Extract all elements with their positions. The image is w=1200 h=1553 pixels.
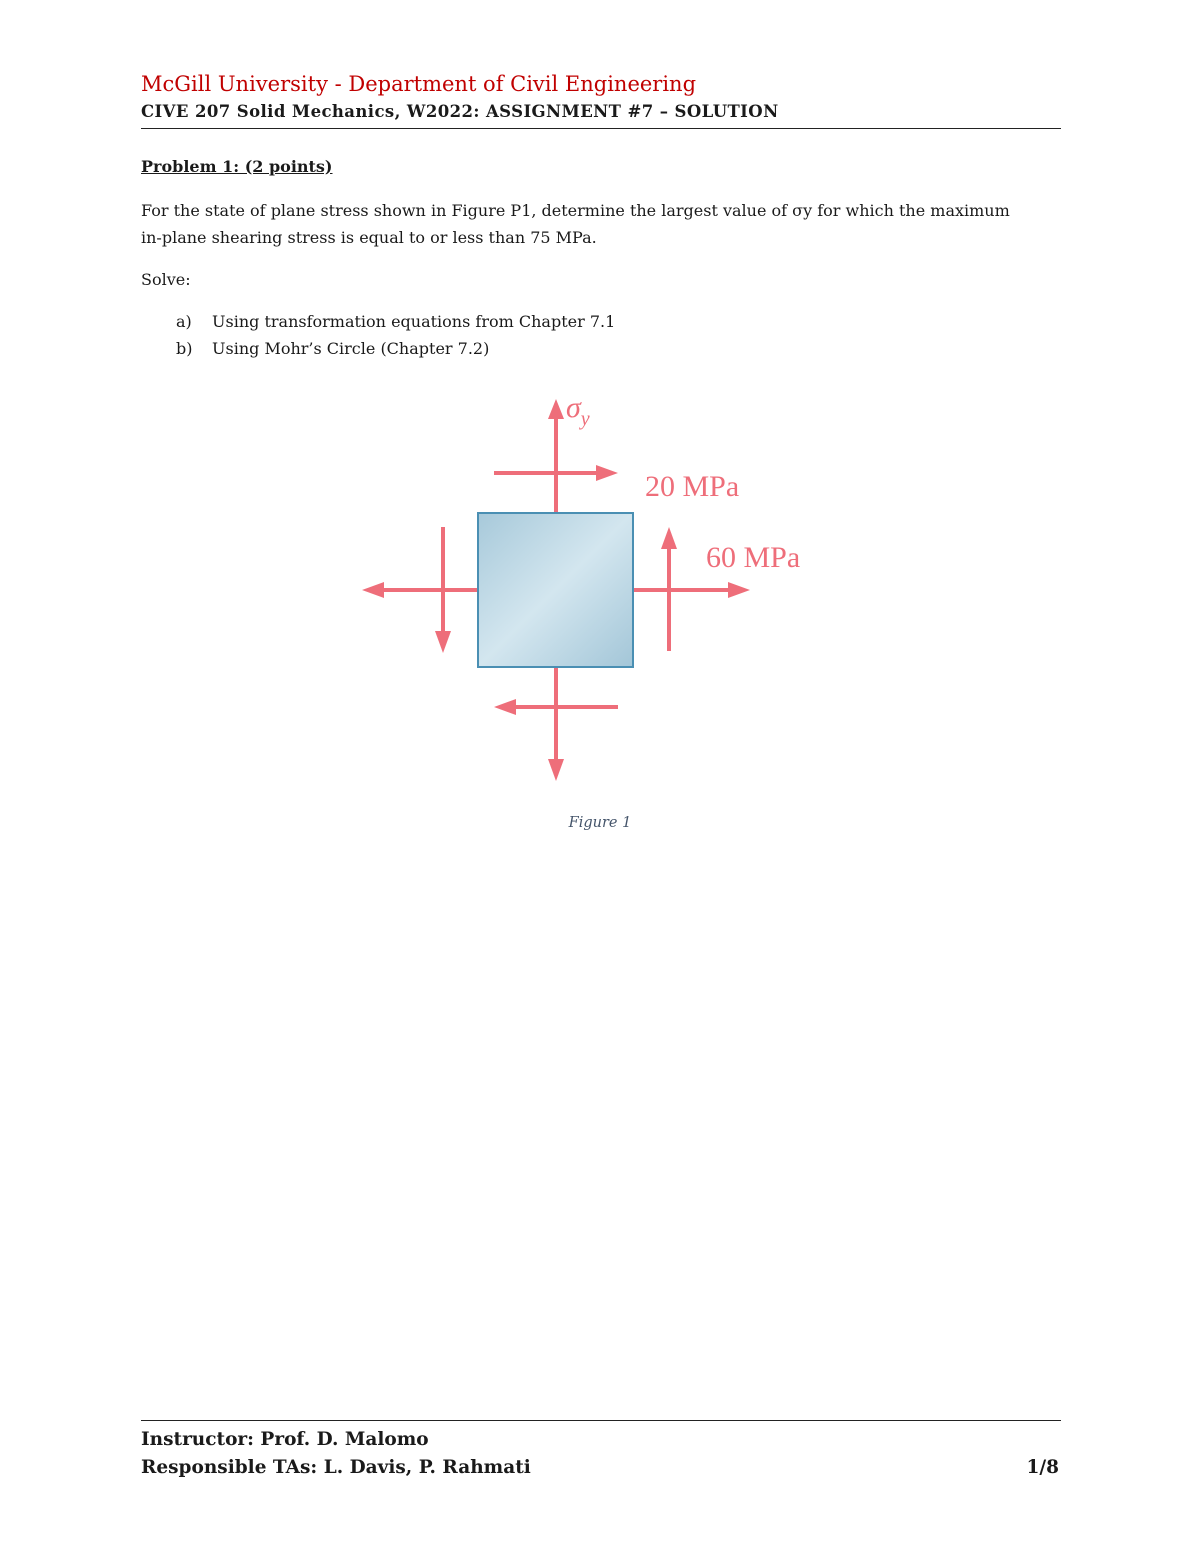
list-item-text: Using transformation equations from Chapter 7.1 (212, 312, 616, 331)
sigma-y-label: $\sigma_y$ (566, 391, 590, 430)
problem-statement (141, 197, 1010, 251)
footer-tas: Responsible TAs: L. Davis, P. Rahmati (141, 1457, 531, 1478)
list-marker: b) (176, 339, 193, 358)
shear-stress-label: 20 MPa (645, 470, 740, 503)
university-header: McGill University - Department of Civil Engineering (141, 72, 697, 96)
solve-label: Solve: (141, 270, 191, 289)
sigma-x-left-arrowhead (362, 582, 384, 598)
list-item (176, 308, 615, 335)
list-item (176, 335, 615, 362)
course-header: CIVE 207 Solid Mechanics, W2022: ASSIGNMENT #7 – SOLUTION (141, 102, 779, 121)
page-number: 1/8 (1026, 1457, 1059, 1478)
problem-title: Problem 1: (2 points) (141, 157, 333, 176)
shear-bottom-arrowhead (494, 699, 516, 715)
figure-caption: Figure 1 (568, 815, 632, 831)
shear-left-arrowhead (435, 631, 451, 653)
normal-stress-label: 60 MPa (706, 541, 801, 574)
sigma-x-right-arrowhead (728, 582, 750, 598)
list-item-text: Using Mohr’s Circle (Chapter 7.2) (212, 339, 490, 358)
statement-line-1: For the state of plane stress shown in Figure P1, determine the largest value of σy for which the maximum (141, 201, 1010, 220)
stress-element-figure (350, 385, 850, 790)
stress-element-square (478, 513, 633, 667)
shear-top-arrowhead (596, 465, 618, 481)
list-marker: a) (176, 312, 192, 331)
footer-divider (141, 1420, 1061, 1421)
sigma-y-bottom-arrowhead (548, 759, 564, 781)
header-divider (141, 128, 1061, 129)
shear-right-arrowhead (661, 527, 677, 549)
solve-list (176, 308, 615, 362)
footer-instructor: Instructor: Prof. D. Malomo (141, 1429, 429, 1450)
statement-line-2: in-plane shearing stress is equal to or less than 75 MPa. (141, 228, 597, 247)
sigma-y-top-arrowhead (548, 399, 564, 419)
